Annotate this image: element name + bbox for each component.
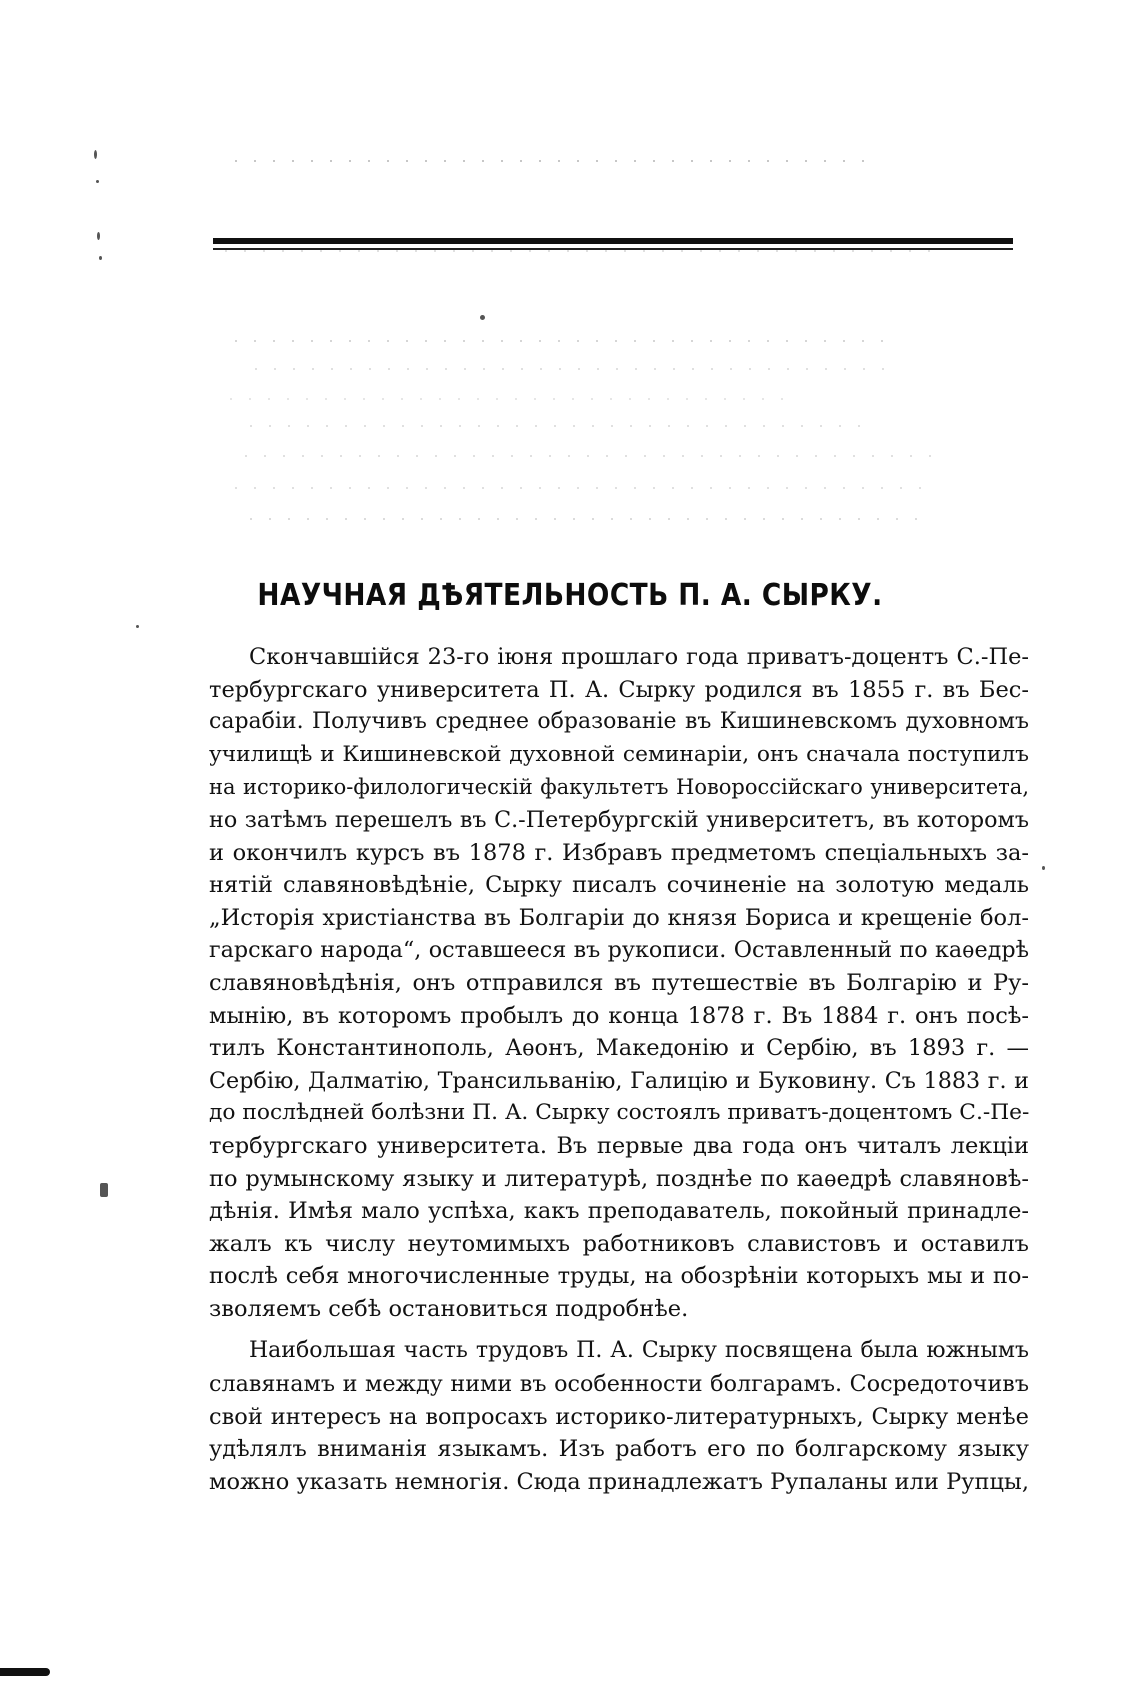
text-line: мынію, въ которомъ пробылъ до конца 1878 г. Въ 1884 г. онъ посѣ- [209, 1002, 1029, 1029]
text-line: удѣлялъ вниманія языкамъ. Изъ работъ его по болгарскому языку [209, 1436, 1029, 1463]
article-body [209, 641, 1029, 1498]
text-line: тербургскаго университета. Въ первые два года онъ читалъ лекціи [209, 1132, 1029, 1159]
text-line: и окончилъ курсъ въ 1878 г. Избравъ предметомъ спеціальныхъ за- [209, 839, 1029, 866]
paragraph [209, 641, 1029, 1325]
text-line: до послѣдней болѣзни П. А. Сырку состоялъ приватъ-доцентомъ С.-Пе- [209, 1100, 1030, 1126]
text-line: тилъ Константинополь, Аѳонъ, Македонію и Сербію, въ 1893 г. — [209, 1035, 1029, 1062]
bleed-through-row [250, 425, 860, 427]
text-line: послѣ себя многочисленные труды, на обозрѣніи которыхъ мы и по- [209, 1263, 1029, 1290]
paragraph [209, 1335, 1029, 1498]
scan-speck [96, 180, 99, 183]
text-line: жалъ къ числу неутомимыхъ работниковъ славистовъ и оставилъ [209, 1230, 1029, 1257]
scan-speck [136, 625, 139, 628]
bleed-through-row [250, 518, 920, 520]
scan-speck [94, 150, 97, 159]
text-line: Скончавшійся 23-го іюня прошлаго года приватъ-доцентъ С.-Пе- [249, 644, 1029, 670]
bleed-through-row [230, 398, 790, 400]
text-line: славяновѣдѣнія, онъ отправился въ путешествіе въ Болгарію и Ру- [209, 969, 1029, 996]
text-line: Наибольшая часть трудовъ П. А. Сырку посвящена была южнымъ [249, 1338, 1029, 1364]
text-line: нятій славяновѣдѣніе, Сырку писалъ сочиненіе на золотую медаль [209, 872, 1029, 899]
bleed-through-row [235, 340, 885, 342]
text-line: зволяемъ себѣ остановиться подробнѣе. [209, 1295, 689, 1322]
text-line: тербургскаго университета П. А. Сырку родился въ 1855 г. въ Бес- [209, 676, 1029, 703]
article-title: НАУЧНАЯ ДѢЯТЕЛЬНОСТЬ П. А. СЫРКУ. [257, 578, 883, 613]
scan-speck [480, 315, 485, 320]
bleed-through-row [225, 250, 945, 252]
text-line: но затѣмъ перешелъ въ С.-Петербургскій университетъ, въ которомъ [209, 806, 1029, 833]
text-line: на историко-филологическій факультетъ Новороссійскаго университета, [209, 775, 1029, 800]
text-line: можно указать немногія. Сюда принадлежатъ Рупаланы или Рупцы, [209, 1468, 1029, 1495]
scan-speck [97, 232, 100, 240]
bleed-through-row [255, 368, 895, 370]
text-line: сарабіи. Получивъ среднее образованіе въ Кишиневскомъ духовномъ [209, 709, 1029, 735]
text-line: свой интересъ на вопросахъ историко-литературныхъ, Сырку менѣе [209, 1403, 1029, 1430]
scan-speck [1042, 866, 1045, 870]
text-line: дѣнія. Имѣя мало успѣха, какъ преподаватель, покойный принадле- [209, 1198, 1029, 1225]
text-line: училищѣ и Кишиневской духовной семинаріи, онъ сначала поступилъ [209, 741, 1029, 767]
header-rule [213, 238, 1013, 244]
text-line: гарскаго народа“, оставшееся въ рукописи. Оставленный по каѳедрѣ [209, 937, 1029, 964]
scan-speck [100, 1183, 108, 1197]
text-line: „Исторія христіанства въ Болгаріи до князя Бориса и крещеніе бол- [209, 904, 1029, 931]
bleed-through-row [235, 160, 875, 162]
bleed-through-row [235, 487, 935, 489]
scan-speck [99, 256, 102, 260]
scan-edge-mark [0, 1668, 50, 1676]
text-line: славянамъ и между ними въ особенности болгарамъ. Сосредоточивъ [209, 1371, 1029, 1398]
text-line: Сербію, Далматію, Трансильванію, Галицію и Буковину. Съ 1883 г. и [209, 1067, 1029, 1094]
text-line: по румынскому языку и литературѣ, позднѣе по каѳедрѣ славяновѣ- [209, 1165, 1029, 1192]
bleed-through-row [245, 455, 935, 457]
